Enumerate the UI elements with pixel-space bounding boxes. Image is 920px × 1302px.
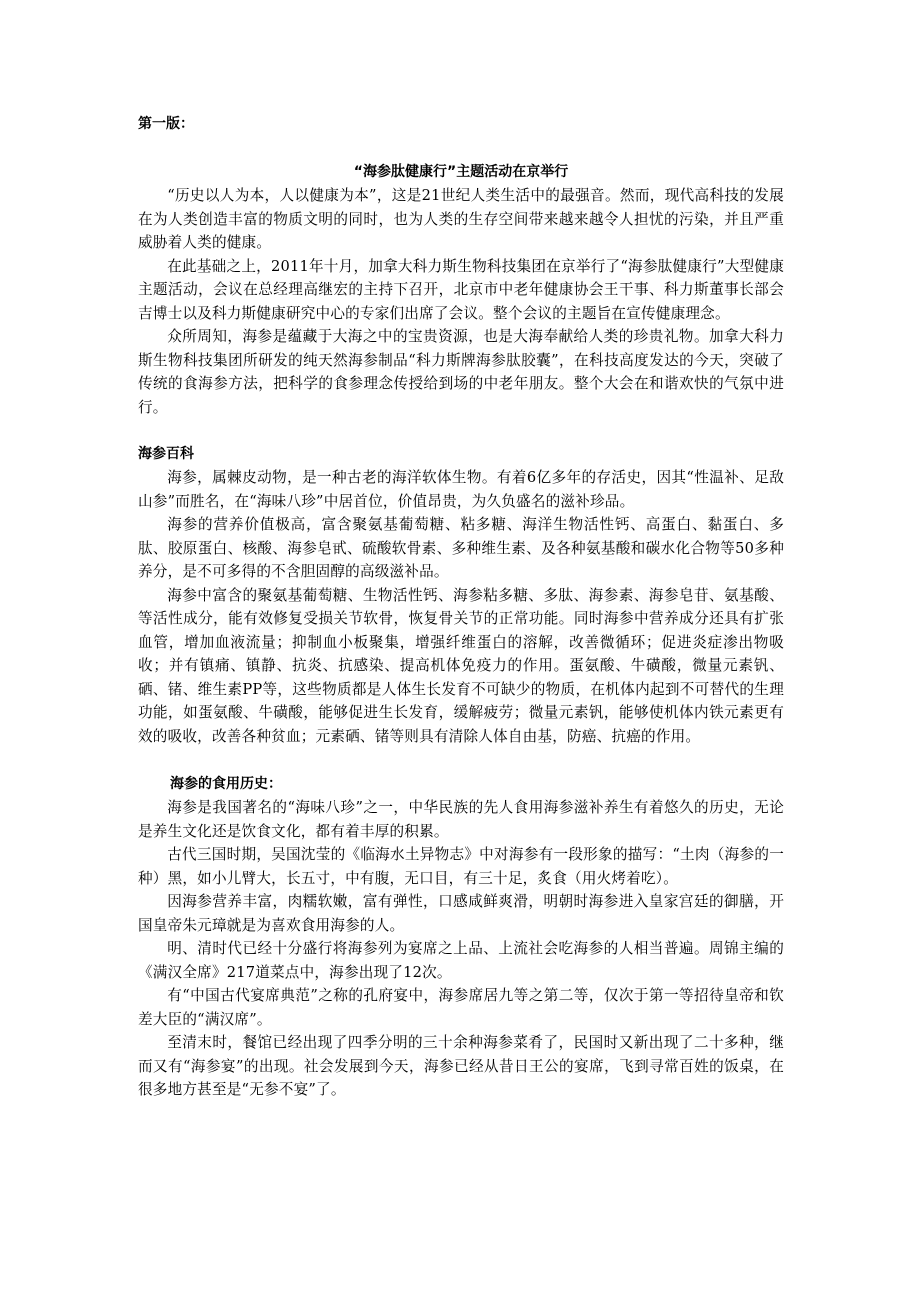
history-heading: 海参的食用历史：	[170, 776, 282, 792]
encyclopedia-paragraph: 海参，属棘皮动物，是一种古老的海洋软体生物。有着6亿多年的存活史，因其“性温补、足敌山参”而胜名，在“海味八珍”中居首位，价值昂贵，为久负盛名的滋补珍品。	[138, 469, 784, 510]
history-paragraph: 有“中国古代宴席典范”之称的孔府宴中，海参席居九等之第二等，仅次于第一等招待皇帝和钦差大臣的“满汉席”。	[138, 987, 784, 1028]
encyclopedia-heading: 海参百科	[138, 446, 194, 462]
encyclopedia-paragraph: 海参中富含的聚氨基葡萄糖、生物活性钙、海参粘多糖、多肽、海参素、海参皂苷、氨基酸、等活性成分，能有效修复受损关节软骨，恢复骨关节的正常功能。同时海参中营养成分还具有扩张血管，增加血液流量；抑制血小板聚集，增强纤维蛋白的溶解，改善微循环；促进炎症渗出物吸收；并有镇痛、镇静、抗炎、抗感染、提高机体免疫力的作用。蛋氨酸、牛磺酸，微量元素钒、硒、锗、维生素PP等，这些物质都是人体生长发育不可缺少的物质，在机体内起到不可替代的生理功能，如蛋氨酸、牛磺酸，能够促进生长发育，缓解疲劳；微量元素钒，能够使机体内铁元素更有效的吸收，改善各种贫血；元素硒、锗等则具有清除人体自由基，防癌、抗癌的作用。	[138, 586, 784, 745]
history-paragraph: 至清末时，餐馆已经出现了四季分明的三十余种海参菜肴了，民国时又新出现了二十多种，继而又有“海参宴”的出现。社会发展到今天，海参已经从昔日王公的宴席，飞到寻常百姓的饭桌，在很多地方甚至是“无参不宴”了。	[138, 1034, 784, 1098]
document-page	[138, 112, 784, 1102]
article-paragraph: 在此基础之上，2011年十月，加拿大科力斯生物科技集团在京举行了“海参肽健康行”大型健康主题活动，会议在总经理高继宏的主持下召开，北京市中老年健康协会王干事、科力斯董事长部会吉博士以及科力斯健康研究中心的专家们出席了会议。整个会议的主题旨在宣传健康理念。	[138, 257, 784, 322]
history-paragraph: 海参是我国著名的“海味八珍”之一，中华民族的先人食用海参滋补养生有着悠久的历史，无论是养生文化还是饮食文化，都有着丰厚的积累。	[138, 799, 784, 840]
edition-label: 第一版：	[138, 116, 194, 132]
history-paragraph: 古代三国时期，吴国沈莹的《临海水土异物志》中对海参有一段形象的描写：“土肉（海参的一种）黑，如小儿臂大，长五寸，中有腹，无口目，有三十足，炙食（用火烤着吃）。	[138, 846, 784, 887]
history-paragraph: 明、清时代已经十分盛行将海参列为宴席之上品、上流社会吃海参的人相当普遍。周锦主编的《满汉全席》217道菜点中，海参出现了12次。	[138, 940, 784, 981]
article-paragraph: “历史以人为本，人以健康为本”，这是21世纪人类生活中的最强音。然而，现代高科技的发展在为人类创造丰富的物质文明的同时，也为人类的生存空间带来越来越令人担忧的污染，并且严重威胁着人类的健康。	[138, 187, 784, 251]
article-paragraph: 众所周知，海参是蕴藏于大海之中的宝贵资源，也是大海奉献给人类的珍贵礼物。加拿大科力斯生物科技集团所研发的纯天然海参制品“科力斯牌海参肽胶囊”，在科技高度发达的今天，突破了传统的食海参方法，把科学的食参理念传授给到场的中老年朋友。整个大会在和谐欢快的气氛中进行。	[138, 328, 784, 416]
encyclopedia-paragraph: 海参的营养价值极高，富含聚氨基葡萄糖、粘多糖、海洋生物活性钙、高蛋白、黏蛋白、多肽、胶原蛋白、核酸、海参皂甙、硫酸软骨素、多种维生素、及各种氨基酸和碳水化合物等50多种养分，是不可多得的不含胆固醇的高级滋补品。	[138, 516, 784, 580]
history-paragraph: 因海参营养丰富，肉糯软嫩，富有弹性，口感咸鲜爽滑，明朝时海参进入皇家宫廷的御膳，开国皇帝朱元璋就是为喜欢食用海参的人。	[138, 893, 784, 934]
article-title: “海参肽健康行”主题活动在京举行	[353, 164, 569, 180]
